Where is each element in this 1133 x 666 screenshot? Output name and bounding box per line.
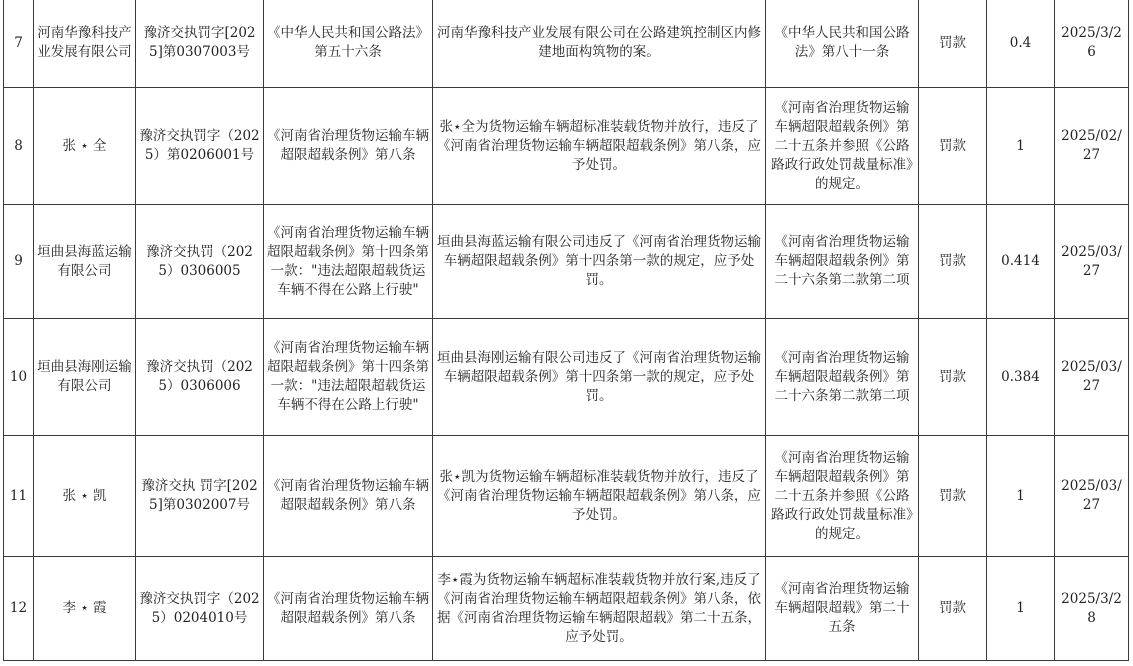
decision-date: 2025/03/27 — [1055, 319, 1129, 436]
table-row — [4, 557, 1129, 661]
decision-number: 豫济交执罚字（2025）第0206001号 — [136, 88, 264, 205]
decision-number: 豫济交执罚字（2025）0204010号 — [136, 557, 264, 661]
table-row — [4, 436, 1129, 557]
party-name: 垣曲县海蓝运输有限公司 — [34, 205, 136, 319]
penalty-type: 罚款 — [919, 0, 987, 88]
penalty-amount: 1 — [987, 557, 1055, 661]
penalty-basis: 《河南省治理货物运输车辆超限超载条例》第二十五条并参照《公路路政行政处罚裁量标准》的规定。 — [766, 436, 919, 557]
table-row — [4, 319, 1129, 436]
violation-facts: 垣曲县海蓝运输有限公司违反了《河南省治理货物运输车辆超限超载条例》第十四条第一款的规定，应予处罚。 — [433, 205, 766, 319]
violated-provision: 《河南省治理货物运输车辆超限超载条例》第八条 — [264, 436, 433, 557]
penalty-type: 罚款 — [919, 319, 987, 436]
party-name: 张 ⋆ 凯 — [34, 436, 136, 557]
penalty-amount: 1 — [987, 88, 1055, 205]
violation-facts: 张⋆全为货物运输车辆超标准装载货物并放行，违反了《河南省治理货物运输车辆超限超载条例》第八条，应予处罚。 — [433, 88, 766, 205]
violation-facts: 河南华豫科技产业发展有限公司在公路建筑控制区内修建地面构筑物的案。 — [433, 0, 766, 88]
violated-provision: 《河南省治理货物运输车辆超限超载条例》第八条 — [264, 88, 433, 205]
penalty-type: 罚款 — [919, 557, 987, 661]
decision-date: 2025/02/27 — [1055, 88, 1129, 205]
violated-provision: 《河南省治理货物运输车辆超限超载条例》第八条 — [264, 557, 433, 661]
decision-date: 2025/03/27 — [1055, 205, 1129, 319]
table-row — [4, 0, 1129, 88]
penalty-amount: 1 — [987, 436, 1055, 557]
decision-date: 2025/3/28 — [1055, 557, 1129, 661]
violation-facts: 垣曲县海刚运输有限公司违反了《河南省治理货物运输车辆超限超载条例》第十四条第一款的规定，应予处罚。 — [433, 319, 766, 436]
row-number: 7 — [4, 0, 34, 88]
penalty-basis: 《河南省治理货物运输车辆超限超载条例》第二十六条第二款第二项 — [766, 205, 919, 319]
penalty-basis: 《河南省治理货物运输车辆超限超载条例》第二十五条并参照《公路路政行政处罚裁量标准》的规定。 — [766, 88, 919, 205]
decision-date: 2025/03/27 — [1055, 436, 1129, 557]
penalty-basis: 《河南省治理货物运输车辆超限超载条例》第二十六条第二款第二项 — [766, 319, 919, 436]
party-name: 垣曲县海刚运输有限公司 — [34, 319, 136, 436]
violated-provision: 《河南省治理货物运输车辆超限超载条例》第十四条第一款："违法超限超载货运车辆不得在公路上行驶" — [264, 205, 433, 319]
penalty-type: 罚款 — [919, 436, 987, 557]
violated-provision: 《河南省治理货物运输车辆超限超载条例》第十四条第一款："违法超限超载货运车辆不得在公路上行驶" — [264, 319, 433, 436]
row-number: 12 — [4, 557, 34, 661]
table-row — [4, 205, 1129, 319]
row-number: 10 — [4, 319, 34, 436]
penalty-amount: 0.414 — [987, 205, 1055, 319]
row-number: 11 — [4, 436, 34, 557]
party-name: 张 ⋆ 全 — [34, 88, 136, 205]
party-name: 李 ⋆ 霞 — [34, 557, 136, 661]
table-row — [4, 88, 1129, 205]
decision-number: 豫济交执罚（2025）0306006 — [136, 319, 264, 436]
decision-number: 豫济交执 罚字[2025]第0302007号 — [136, 436, 264, 557]
penalty-records-table — [3, 0, 1129, 661]
penalty-type: 罚款 — [919, 88, 987, 205]
penalty-basis: 《河南省治理货物运输车辆超限超载》第二十五条 — [766, 557, 919, 661]
violated-provision: 《中华人民共和国公路法》第五十六条 — [264, 0, 433, 88]
violation-facts: 张⋆凯为货物运输车辆超标准装载货物并放行，违反了《河南省治理货物运输车辆超限超载条例》第八条，应予处罚。 — [433, 436, 766, 557]
decision-date: 2025/3/26 — [1055, 0, 1129, 88]
violation-facts: 李⋆霞为货物运输车辆超标准装载货物并放行案,违反了《河南省治理货物运输车辆超限超载条例》第八条，依据《河南省治理货物运输车辆超限超载》第二十五条，应予处罚。 — [433, 557, 766, 661]
penalty-basis: 《中华人民共和国公路法》第八十一条 — [766, 0, 919, 88]
penalty-type: 罚款 — [919, 205, 987, 319]
decision-number: 豫济交执罚字[2025]第0307003号 — [136, 0, 264, 88]
row-number: 9 — [4, 205, 34, 319]
decision-number: 豫济交执罚（2025）0306005 — [136, 205, 264, 319]
party-name: 河南华豫科技产业发展有限公司 — [34, 0, 136, 88]
penalty-amount: 0.4 — [987, 0, 1055, 88]
row-number: 8 — [4, 88, 34, 205]
penalty-amount: 0.384 — [987, 319, 1055, 436]
